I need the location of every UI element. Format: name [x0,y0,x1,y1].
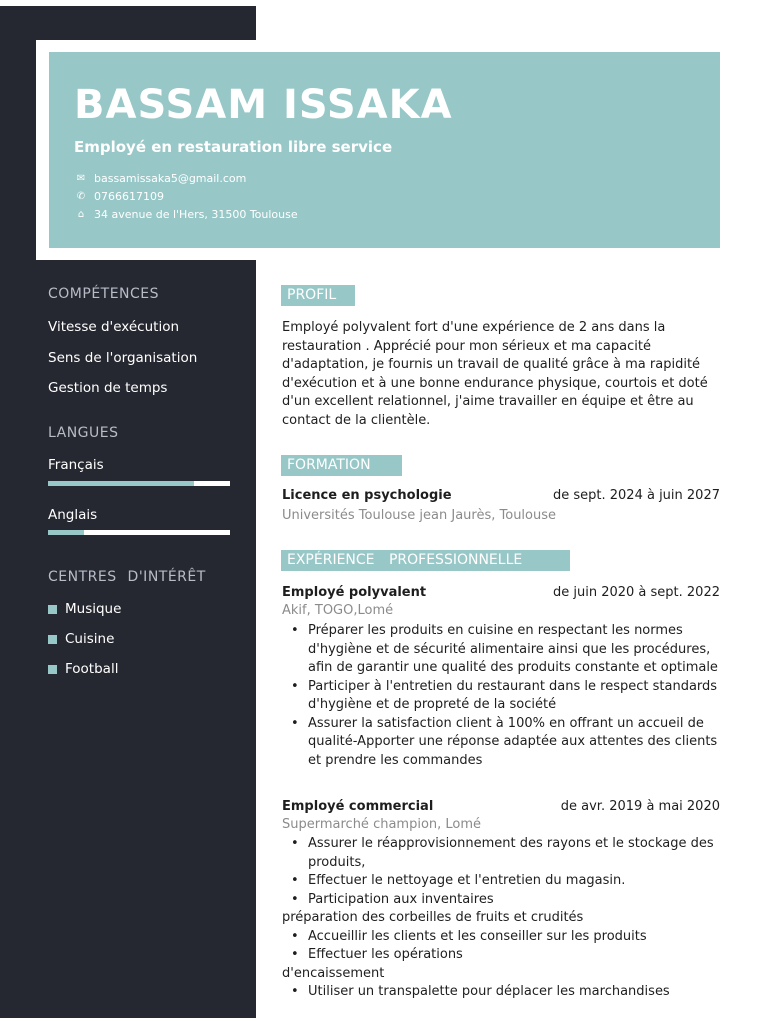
skill-item: Vitesse d'exécution [48,319,180,335]
contact-email[interactable] [74,172,246,185]
job-tasks-list [282,622,722,770]
address-text: 34 avenue de l'Hers, 31500 Toulouse [94,208,298,221]
language-level-fill [48,481,194,486]
task-item: • Effectuer les opérations [282,946,722,965]
job-position: Employé commercial [282,799,434,814]
job-row [282,799,720,814]
interest-item [48,601,121,617]
language-level-bar [48,530,230,535]
experience-heading: EXPÉRIENCE PROFESSIONNELLE [281,550,570,571]
interests-heading: CENTRES D'INTÉRÊT [48,569,206,585]
square-bullet-icon [48,665,57,674]
language-name: Anglais [48,507,98,523]
language-level-bar [48,481,230,486]
language-name: Français [48,457,104,473]
job-dates: de juin 2020 à sept. 2022 [552,585,720,600]
degree-title: Licence en psychologie [282,488,452,503]
school-name: Universités Toulouse jean Jaurès, Toulouse [282,508,557,523]
education-row [282,488,720,503]
phone-icon: ✆ [76,191,86,202]
task-item: • Effectuer le nettoyage et l'entretien du magasin. [282,872,722,891]
phone-text: 0766617109 [94,190,164,203]
contact-phone[interactable] [74,190,164,203]
square-bullet-icon [48,605,57,614]
task-item: • Assurer le réapprovisionnement des rayons et le stockage des produits, [282,835,722,872]
job-title: Employé en restauration libre service [74,138,393,156]
profile-text: Employé polyvalent fort d'une expérience de 2 ans dans la restauration . Apprécié pour mon sérieux et ma capacité d'adaptation, je fournis un travail de qualité grâce à ma rapidité d'exécution et à une bonne endurance physique, courtois et doté d'un excellent relationnel, j'aime travailler en équipe et être au contact de la clientèle. [282,320,708,428]
language-level-fill [48,530,84,535]
task-item: préparation des corbeilles de fruits et crudités [282,910,584,925]
task-item: • Assurer la satisfaction client à 100% en offrant un accueil de qualité-Apporter une réponse adaptée aux attentes des clients et prendre les commandes [282,715,722,771]
skills-heading: COMPÉTENCES [48,286,160,302]
interest-item [48,661,118,677]
interest-label: Cuisine [65,631,115,647]
home-icon: ⌂ [77,209,85,220]
job-tasks-list [282,835,722,1002]
contact-address [74,208,298,221]
job-position: Employé polyvalent [282,585,427,600]
skill-item: Sens de l'organisation [48,350,198,366]
languages-heading: LANGUES [48,425,119,441]
header-card [49,52,720,248]
task-item: • Accueillir les clients et les conseiller sur les produits [282,928,722,947]
task-item: d'encaissement [282,965,385,981]
square-bullet-icon [48,635,57,644]
education-heading: FORMATION [281,455,402,476]
email-text: bassamissaka5@gmail.com [94,172,247,185]
skill-item: Gestion de temps [48,380,168,396]
education-dates: de sept. 2024 à juin 2027 [552,488,720,503]
task-item: • Utiliser un transpalette pour déplacer les marchandises [282,983,722,1002]
job-company: Akif, TOGO,Lomé [282,603,394,618]
job-row [282,585,720,600]
task-item: • Participation aux inventaires [282,891,722,910]
job-company: Supermarché champion, Lomé [282,817,482,832]
task-item: • Préparer les produits en cuisine en respectant les normes d'hygiène et de sécurité alimentaire ainsi que les procédures, afin de garantir une qualité des produits constante et optimale [282,622,722,678]
profile-heading: PROFIL [281,285,355,306]
candidate-name: BASSAM ISSAKA [74,82,453,128]
interest-label: Musique [65,601,122,617]
envelope-icon: ✉ [76,173,86,184]
job-dates: de avr. 2019 à mai 2020 [560,799,720,814]
task-item: • Participer à l'entretien du restaurant dans le respect standards d'hygiène et de propreté de la société [282,678,722,715]
interest-label: Football [65,661,119,677]
interest-item [48,631,114,647]
